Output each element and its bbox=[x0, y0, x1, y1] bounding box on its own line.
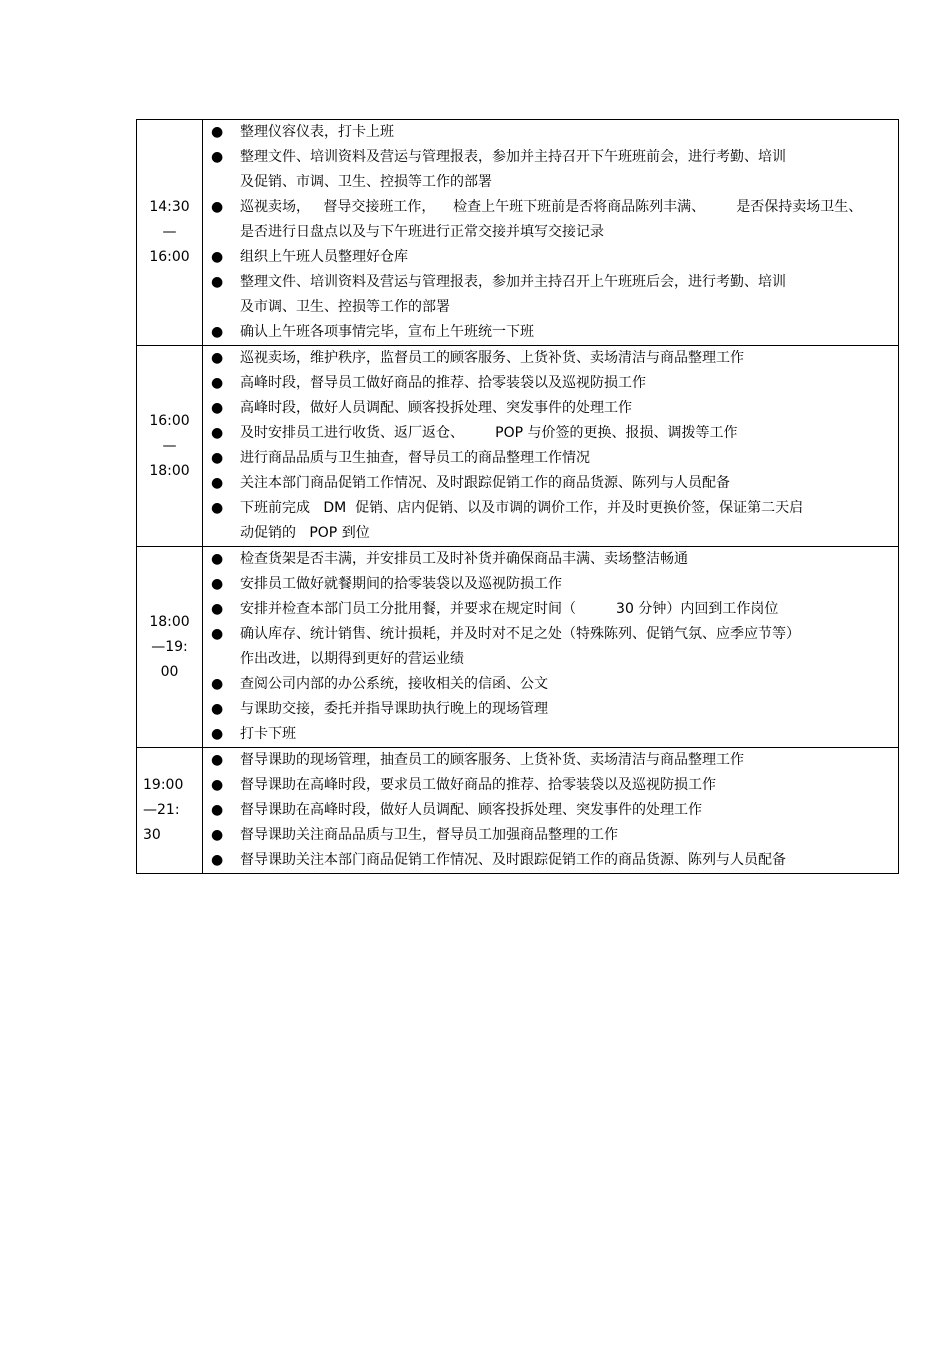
task-text: 督导课助关注商品品质与卫生，督导员工加强商品整理的工作 bbox=[240, 827, 618, 843]
time-cell bbox=[137, 547, 203, 748]
time-start: 19:00 bbox=[143, 777, 184, 793]
task-item bbox=[203, 120, 898, 145]
bullet-icon: ● bbox=[211, 124, 224, 140]
schedule-row-1900-2130 bbox=[137, 748, 899, 874]
task-item bbox=[203, 722, 898, 747]
bullet-icon: ● bbox=[211, 400, 224, 416]
bullet-icon: ● bbox=[211, 350, 224, 366]
task-text: 督导课助在高峰时段，做好人员调配、顾客投拆处理、突发事件的处理工作 bbox=[240, 802, 702, 818]
task-list bbox=[203, 748, 898, 873]
task-text: 督导课助的现场管理，抽查员工的顾客服务、上货补货、卖场清洁与商品整理工作 bbox=[240, 752, 744, 768]
bullet-icon: ● bbox=[211, 827, 224, 843]
task-text-continued: 动促销的 POP 到位 bbox=[240, 525, 370, 541]
bullet-icon: ● bbox=[211, 676, 224, 692]
task-text: 整理文件、培训资料及营运与管理报表，参加并主持召开下午班班前会，进行考勤、培训 bbox=[240, 149, 786, 165]
tasks-cell bbox=[203, 748, 899, 874]
task-text: 及时安排员工进行收货、返厂返仓、 POP 与价签的更换、报损、调拨等工作 bbox=[240, 425, 738, 441]
bullet-icon: ● bbox=[211, 375, 224, 391]
task-list bbox=[203, 120, 898, 345]
time-cell bbox=[137, 120, 203, 346]
time-start: 14:30 bbox=[149, 199, 190, 215]
task-item bbox=[203, 823, 898, 848]
task-text-continued: 是否进行日盘点以及与下午班进行正常交接并填写交接记录 bbox=[240, 224, 604, 240]
bullet-icon: ● bbox=[211, 199, 224, 215]
task-item bbox=[203, 195, 898, 245]
task-text: 高峰时段，做好人员调配、顾客投拆处理、突发事件的处理工作 bbox=[240, 400, 632, 416]
task-text: 确认库存、统计销售、统计损耗，并及时对不足之处（特殊陈列、促销气氛、应季应节等） bbox=[240, 626, 800, 642]
bullet-icon: ● bbox=[211, 425, 224, 441]
task-text: 进行商品品质与卫生抽查，督导员工的商品整理工作情况 bbox=[240, 450, 590, 466]
time-cell bbox=[137, 346, 203, 547]
task-text-continued: 作出改进，以期得到更好的营运业绩 bbox=[240, 651, 464, 667]
bullet-icon: ● bbox=[211, 475, 224, 491]
time-end: 16:00 bbox=[149, 249, 190, 265]
task-text: 关注本部门商品促销工作情况、及时跟踪促销工作的商品货源、陈列与人员配备 bbox=[240, 475, 730, 491]
task-item bbox=[203, 371, 898, 396]
bullet-icon: ● bbox=[211, 601, 224, 617]
task-text: 检查货架是否丰满，并安排员工及时补货并确保商品丰满、卖场整洁畅通 bbox=[240, 551, 688, 567]
task-text: 确认上午班各项事情完毕，宣布上午班统一下班 bbox=[240, 324, 534, 340]
task-item bbox=[203, 346, 898, 371]
time-start: 16:00 bbox=[149, 412, 190, 429]
task-text: 查阅公司内部的办公系统，接收相关的信函、公文 bbox=[240, 676, 548, 692]
task-text: 巡视卖场，维护秩序，监督员工的顾客服务、上货补货、卖场清洁与商品整理工作 bbox=[240, 350, 744, 366]
task-text: 安排并检查本部门员工分批用餐，并要求在规定时间（ 30 分钟）内回到工作岗位 bbox=[240, 601, 779, 617]
task-item bbox=[203, 597, 898, 622]
time-end: 00 bbox=[160, 663, 179, 680]
bullet-icon: ● bbox=[211, 626, 224, 642]
tasks-cell bbox=[203, 120, 899, 346]
bullet-icon: ● bbox=[211, 802, 224, 818]
time-dash: —19: bbox=[151, 638, 188, 655]
bullet-icon: ● bbox=[211, 752, 224, 768]
bullet-icon: ● bbox=[211, 701, 224, 717]
task-item bbox=[203, 270, 898, 320]
time-start: 18:00 bbox=[149, 613, 190, 630]
task-list bbox=[203, 346, 898, 546]
time-dash: — bbox=[162, 224, 177, 240]
task-item bbox=[203, 848, 898, 873]
tasks-cell bbox=[203, 547, 899, 748]
task-item bbox=[203, 697, 898, 722]
task-item bbox=[203, 748, 898, 773]
task-item bbox=[203, 572, 898, 597]
task-item bbox=[203, 773, 898, 798]
task-text-continued: 及促销、市调、卫生、控损等工作的部署 bbox=[240, 174, 492, 190]
task-item bbox=[203, 471, 898, 496]
schedule-row-1600-1800 bbox=[137, 346, 899, 547]
task-item bbox=[203, 496, 898, 546]
bullet-icon: ● bbox=[211, 852, 224, 868]
task-text: 安排员工做好就餐期间的拾零装袋以及巡视防损工作 bbox=[240, 576, 562, 592]
bullet-icon: ● bbox=[211, 249, 224, 265]
schedule-row-1800-1900 bbox=[137, 547, 899, 748]
schedule-table bbox=[136, 119, 899, 874]
time-dash: — bbox=[162, 437, 177, 454]
bullet-icon: ● bbox=[211, 324, 224, 340]
schedule-body bbox=[137, 120, 899, 874]
task-text: 下班前完成 DM 促销、店内促销、以及市调的调价工作，并及时更换价签，保证第二天启 bbox=[240, 500, 804, 516]
bullet-icon: ● bbox=[211, 274, 224, 290]
task-item bbox=[203, 396, 898, 421]
task-text-continued: 及市调、卫生、控损等工作的部署 bbox=[240, 299, 450, 315]
task-text: 打卡下班 bbox=[240, 726, 296, 742]
task-item bbox=[203, 320, 898, 345]
bullet-icon: ● bbox=[211, 450, 224, 466]
time-end: 18:00 bbox=[149, 462, 190, 479]
task-text: 组织上午班人员整理好仓库 bbox=[240, 249, 408, 265]
task-item bbox=[203, 421, 898, 446]
task-list bbox=[203, 547, 898, 747]
bullet-icon: ● bbox=[211, 576, 224, 592]
task-item bbox=[203, 547, 898, 572]
task-item bbox=[203, 622, 898, 672]
bullet-icon: ● bbox=[211, 551, 224, 567]
task-item bbox=[203, 672, 898, 697]
schedule-row-1430-1600 bbox=[137, 120, 899, 346]
task-text: 督导课助关注本部门商品促销工作情况、及时跟踪促销工作的商品货源、陈列与人员配备 bbox=[240, 852, 786, 868]
task-item bbox=[203, 245, 898, 270]
bullet-icon: ● bbox=[211, 777, 224, 793]
time-dash: —21: bbox=[143, 802, 180, 818]
time-end: 30 bbox=[143, 827, 161, 843]
task-text: 高峰时段，督导员工做好商品的推荐、拾零装袋以及巡视防损工作 bbox=[240, 375, 646, 391]
task-text: 督导课助在高峰时段，要求员工做好商品的推荐、拾零装袋以及巡视防损工作 bbox=[240, 777, 716, 793]
task-text: 与课助交接，委托并指导课助执行晚上的现场管理 bbox=[240, 701, 548, 717]
tasks-cell bbox=[203, 346, 899, 547]
task-text: 整理文件、培训资料及营运与管理报表，参加并主持召开上午班班后会，进行考勤、培训 bbox=[240, 274, 786, 290]
bullet-icon: ● bbox=[211, 726, 224, 742]
bullet-icon: ● bbox=[211, 149, 224, 165]
task-text: 整理仪容仪表，打卡上班 bbox=[240, 124, 394, 140]
bullet-icon: ● bbox=[211, 500, 224, 516]
task-item bbox=[203, 446, 898, 471]
task-item bbox=[203, 145, 898, 195]
task-item bbox=[203, 798, 898, 823]
time-cell bbox=[137, 748, 203, 874]
task-text: 巡视卖场， 督导交接班工作， 检查上午班下班前是否将商品陈列丰满、 是否保持卖场卫生、 bbox=[240, 199, 863, 215]
